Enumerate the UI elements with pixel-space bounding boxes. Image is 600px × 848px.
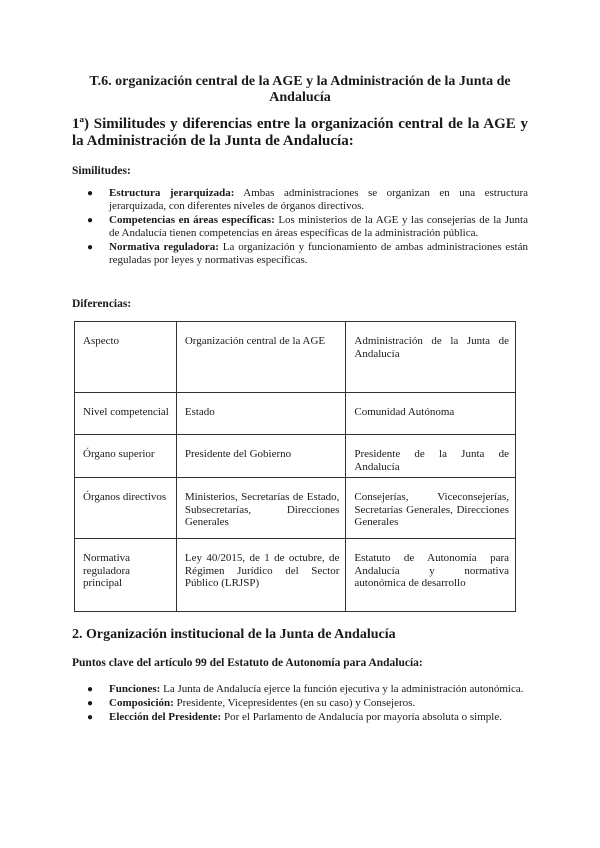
table-header-row xyxy=(75,322,516,393)
table-cell: Ministerios, Secretarías de Estado, Subsecretarías, Direcciones Generales xyxy=(176,478,346,539)
bullet-icon: ● xyxy=(87,712,94,723)
list-item-term: Competencias en áreas específicas: xyxy=(109,214,275,226)
list-item-term: Estructura jerarquizada: xyxy=(109,187,235,199)
table-cell: Ley 40/2015, de 1 de octubre, de Régimen Jurídico del Sector Público (LRJSP) xyxy=(176,539,346,612)
table-cell: Consejerías, Viceconsejerías, Secretarías Generales, Direcciones Generales xyxy=(346,478,516,539)
section2-heading: 2. Organización institucional de la Junta de Andalucía xyxy=(72,627,396,642)
table-header-cell: Administración de la Junta de Andalucía xyxy=(346,322,516,393)
table-header-cell: Organización central de la AGE xyxy=(176,322,346,393)
table-row xyxy=(75,393,516,435)
table-row xyxy=(75,539,516,612)
differences-table xyxy=(74,321,516,612)
bullet-icon: ● xyxy=(87,242,94,253)
bullet-icon: ● xyxy=(87,188,94,199)
table-cell: Presidente de la Junta de Andalucía xyxy=(346,435,516,478)
table-row xyxy=(75,435,516,478)
list-item-term: Funciones: xyxy=(109,683,161,695)
bullet-icon: ● xyxy=(87,684,94,695)
list-item-text: Por el Parlamento de Andalucía por mayoría absoluta o simple. xyxy=(221,711,502,723)
list-item-term: Elección del Presidente: xyxy=(109,711,222,723)
table-cell: Presidente del Gobierno xyxy=(176,435,346,478)
table-cell: Comunidad Autónoma xyxy=(346,393,516,435)
diferencias-label: Diferencias: xyxy=(72,298,132,310)
table-cell: Estatuto de Autonomía para Andalucía y normativa autonómica de desarrollo xyxy=(346,539,516,612)
list-item-text: Los ministerios de la AGE y las consejerías de la Junta de Andalucía tienen competencias en áreas específicas de la administración pública. xyxy=(109,214,528,239)
section1-heading: 1ª) Similitudes y diferencias entre la organización central de la AGE y la Administración de la Junta de Andalucía: xyxy=(72,116,528,149)
document-title: T.6. organización central de la AGE y la Administración de la Junta de Andalucía xyxy=(89,74,511,105)
table-cell: Órgano superior xyxy=(75,435,177,478)
list-item xyxy=(72,214,528,240)
table-row xyxy=(75,478,516,539)
table-cell: Normativa reguladora principal xyxy=(75,539,177,612)
key-points-list xyxy=(72,683,528,725)
table-cell: Nivel competencial xyxy=(75,393,177,435)
table-cell: Estado xyxy=(176,393,346,435)
list-item-text: Ambas administraciones se organizan en una estructura jerarquizada, con diferentes niveles de órganos directivos. xyxy=(109,187,528,212)
list-item xyxy=(72,187,528,213)
list-item-term: Composición: xyxy=(109,697,174,709)
list-item-text: La Junta de Andalucía ejerce la función ejecutiva y la administración autonómica. xyxy=(160,683,524,695)
list-item xyxy=(72,711,528,724)
list-item-term: Normativa reguladora: xyxy=(109,241,219,253)
table-header-cell: Aspecto xyxy=(75,322,177,393)
list-item xyxy=(72,683,528,696)
list-item xyxy=(72,697,528,710)
bullet-icon: ● xyxy=(87,215,94,226)
similitudes-list xyxy=(72,187,528,268)
list-item xyxy=(72,241,528,267)
list-item-text: La organización y funcionamiento de ambas administraciones están reguladas por leyes y normativas específicas. xyxy=(109,241,528,266)
list-item-text: Presidente, Vicepresidentes (en su caso) y Consejeros. xyxy=(173,697,416,709)
section2-subheading: Puntos clave del artículo 99 del Estatuto de Autonomía para Andalucía: xyxy=(72,657,423,669)
similitudes-label: Similitudes: xyxy=(72,165,131,177)
bullet-icon: ● xyxy=(87,698,94,709)
table-cell: Órganos directivos xyxy=(75,478,177,539)
